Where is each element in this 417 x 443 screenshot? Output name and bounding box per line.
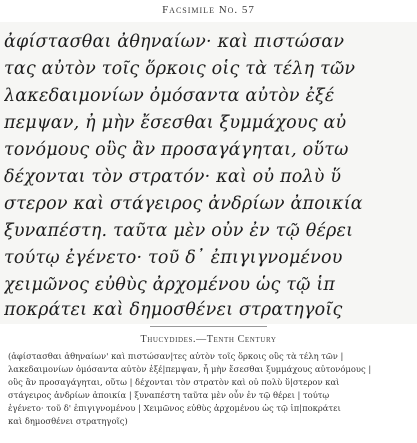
manuscript-line: ποκράτει καὶ δημοσθένει στρατηγοῖς (4, 300, 343, 320)
transcription-line: στάγειρος ἀνδρίων ἀποικία | ξυναπέστη ταῦτα μὲν οὖν ἐν τῷ θέρει | τούτῳ (8, 390, 330, 400)
caption-title: Thucydides.—Tenth Century (140, 334, 277, 345)
manuscript-line: χειμῶνος εὐθὺς ἀρχομένου ὡς τῷ ἱπ (4, 275, 336, 295)
manuscript-line: δέχονται τὸν στρατόν· καὶ οὐ πολὺ ὕ (4, 167, 342, 187)
manuscript-line: στερον καὶ στάγειρος ἀνδρίων ἀποικία (4, 194, 363, 214)
manuscript-line: πεμψαν, ἦ μὴν ἔσεσθαι ξυμμάχους αὐ (4, 113, 347, 133)
transcription-line: οὓς ἂν προσαγάγηται, οὕτω | δέχονται τὸν στρατὸν καὶ οὐ πολὺ ὕ|στερον καὶ (8, 377, 340, 387)
facsimile-number: Facsimile No. 57 (162, 4, 255, 16)
manuscript-line: τονόμους οὓς ἂν προσαγάγηται, οὕτω (4, 140, 349, 160)
manuscript-line: τούτῳ ἐγένετο· τοῦ δ᾽ ἐπιγιγνομένου (4, 248, 343, 268)
transcription-line: λακεδαιμονίων ὀμόσαντα αὐτὸν ἐξέ|πεμψαν, ἦ μὴν ἔσεσθαι ξυμμάχους αὐτονόμους | (8, 364, 372, 374)
transcription-line: καὶ δημοσθένει στρατηγοῖς) (8, 416, 128, 426)
manuscript-line: τας αὐτὸν τοῖς ὅρκοις οἷς τὰ τέλη τῶν (4, 59, 356, 79)
manuscript-image (0, 22, 417, 324)
transcription-line: (ἀφίστασθαι ἀθηναίων' καὶ πιστώσαν|τες αὐτὸν τοῖς ὅρκοις οὓς τὰ τέλη τῶν | (8, 351, 344, 361)
manuscript-line: λακεδαιμονίων ὀμόσαντα αὐτὸν ἐξέ (4, 86, 335, 106)
transcription-line: ἐγένετο· τοῦ δ' ἐπιγιγνομένου | Χειμῶνος εὐθὺς ἀρχομένου ὡς τῷ ἱπ|ποκράτει (8, 403, 341, 413)
manuscript-line: ξυναπέστη. ταῦτα μὲν οὖν ἐν τῷ θέρει (4, 221, 354, 241)
caption-divider (150, 326, 267, 327)
manuscript-line: ἀφίστασθαι ἀθηναίων· καὶ πιστώσαν (4, 32, 345, 52)
transcription (8, 350, 409, 428)
